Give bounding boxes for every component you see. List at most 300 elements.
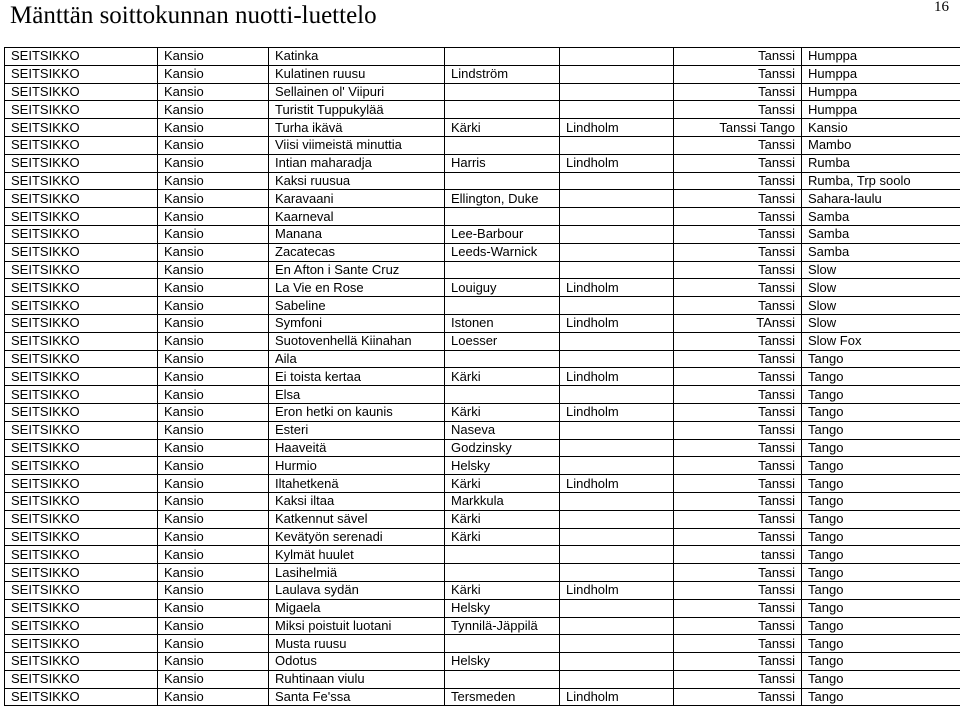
arranger-cell xyxy=(560,350,674,368)
table-row xyxy=(5,688,960,706)
category-cell: Tanssi xyxy=(674,510,802,528)
song-title-cell: Kaksi iltaa xyxy=(269,492,445,510)
category-cell: Tanssi xyxy=(674,670,802,688)
table-row xyxy=(5,546,960,564)
composer-cell xyxy=(445,261,560,279)
arranger-cell xyxy=(560,564,674,582)
table-row xyxy=(5,421,960,439)
ensemble-cell: SEITSIKKO xyxy=(5,225,158,243)
song-title-cell: Kaarneval xyxy=(269,208,445,226)
song-title-cell: Turistit Tuppukylää xyxy=(269,101,445,119)
ensemble-cell: SEITSIKKO xyxy=(5,617,158,635)
category-cell: Tanssi xyxy=(674,350,802,368)
table-row xyxy=(5,332,960,350)
composer-cell xyxy=(445,136,560,154)
location-cell: Kansio xyxy=(158,172,269,190)
dance-type-cell: Samba xyxy=(802,208,960,226)
composer-cell xyxy=(445,635,560,653)
ensemble-cell: SEITSIKKO xyxy=(5,101,158,119)
category-cell: Tanssi Tango xyxy=(674,119,802,137)
dance-type-cell: Tango xyxy=(802,617,960,635)
category-cell: tanssi xyxy=(674,546,802,564)
category-cell: Tanssi xyxy=(674,599,802,617)
table-body xyxy=(5,48,960,706)
table-row xyxy=(5,314,960,332)
dance-type-cell: Samba xyxy=(802,225,960,243)
ensemble-cell: SEITSIKKO xyxy=(5,243,158,261)
ensemble-cell: SEITSIKKO xyxy=(5,48,158,66)
ensemble-cell: SEITSIKKO xyxy=(5,599,158,617)
table-row xyxy=(5,208,960,226)
location-cell: Kansio xyxy=(158,314,269,332)
dance-type-cell: Rumba xyxy=(802,154,960,172)
category-cell: Tanssi xyxy=(674,564,802,582)
arranger-cell xyxy=(560,136,674,154)
dance-type-cell: Slow Fox xyxy=(802,332,960,350)
song-title-cell: Elsa xyxy=(269,386,445,404)
arranger-cell xyxy=(560,492,674,510)
dance-type-cell: Slow xyxy=(802,297,960,315)
location-cell: Kansio xyxy=(158,261,269,279)
table-row xyxy=(5,261,960,279)
ensemble-cell: SEITSIKKO xyxy=(5,65,158,83)
composer-cell: Kärki xyxy=(445,581,560,599)
song-title-cell: Symfoni xyxy=(269,314,445,332)
category-cell: Tanssi xyxy=(674,403,802,421)
dance-type-cell: Tango xyxy=(802,350,960,368)
table-row xyxy=(5,581,960,599)
arranger-cell xyxy=(560,208,674,226)
dance-type-cell: Humppa xyxy=(802,83,960,101)
ensemble-cell: SEITSIKKO xyxy=(5,581,158,599)
song-title-cell: Esteri xyxy=(269,421,445,439)
arranger-cell: Lindholm xyxy=(560,314,674,332)
dance-type-cell: Tango xyxy=(802,492,960,510)
category-cell: Tanssi xyxy=(674,297,802,315)
location-cell: Kansio xyxy=(158,332,269,350)
ensemble-cell: SEITSIKKO xyxy=(5,386,158,404)
ensemble-cell: SEITSIKKO xyxy=(5,492,158,510)
ensemble-cell: SEITSIKKO xyxy=(5,350,158,368)
category-cell: Tanssi xyxy=(674,261,802,279)
song-title-cell: Katinka xyxy=(269,48,445,66)
composer-cell: Helsky xyxy=(445,457,560,475)
dance-type-cell: Tango xyxy=(802,653,960,671)
song-title-cell: Kevätyön serenadi xyxy=(269,528,445,546)
song-title-cell: Lasihelmiä xyxy=(269,564,445,582)
location-cell: Kansio xyxy=(158,225,269,243)
category-cell: Tanssi xyxy=(674,635,802,653)
song-title-cell: Ruhtinaan viulu xyxy=(269,670,445,688)
composer-cell: Godzinsky xyxy=(445,439,560,457)
table-row xyxy=(5,279,960,297)
arranger-cell xyxy=(560,528,674,546)
dance-type-cell: Tango xyxy=(802,581,960,599)
song-title-cell: Hurmio xyxy=(269,457,445,475)
arranger-cell xyxy=(560,65,674,83)
composer-cell: Kärki xyxy=(445,368,560,386)
table-row xyxy=(5,243,960,261)
arranger-cell xyxy=(560,48,674,66)
dance-type-cell: Slow xyxy=(802,279,960,297)
table-row xyxy=(5,386,960,404)
ensemble-cell: SEITSIKKO xyxy=(5,475,158,493)
table-row xyxy=(5,457,960,475)
song-title-cell: Miksi poistuit luotani xyxy=(269,617,445,635)
ensemble-cell: SEITSIKKO xyxy=(5,314,158,332)
ensemble-cell: SEITSIKKO xyxy=(5,332,158,350)
arranger-cell: Lindholm xyxy=(560,688,674,706)
arranger-cell xyxy=(560,332,674,350)
dance-type-cell: Tango xyxy=(802,510,960,528)
table-row xyxy=(5,653,960,671)
arranger-cell xyxy=(560,457,674,475)
location-cell: Kansio xyxy=(158,243,269,261)
location-cell: Kansio xyxy=(158,403,269,421)
table-row xyxy=(5,48,960,66)
ensemble-cell: SEITSIKKO xyxy=(5,564,158,582)
dance-type-cell: Kansio xyxy=(802,119,960,137)
song-title-cell: Karavaani xyxy=(269,190,445,208)
ensemble-cell: SEITSIKKO xyxy=(5,439,158,457)
arranger-cell xyxy=(560,190,674,208)
arranger-cell xyxy=(560,670,674,688)
ensemble-cell: SEITSIKKO xyxy=(5,368,158,386)
song-title-cell: En Afton i Sante Cruz xyxy=(269,261,445,279)
page-number: 16 xyxy=(934,0,949,15)
arranger-cell xyxy=(560,297,674,315)
dance-type-cell: Tango xyxy=(802,475,960,493)
song-title-cell: Viisi viimeistä minuttia xyxy=(269,136,445,154)
page-title: Mänttän soittokunnan nuotti-luettelo xyxy=(10,2,377,29)
category-cell: Tanssi xyxy=(674,688,802,706)
category-cell: Tanssi xyxy=(674,421,802,439)
composer-cell: Helsky xyxy=(445,653,560,671)
song-title-cell: Migaela xyxy=(269,599,445,617)
dance-type-cell: Tango xyxy=(802,528,960,546)
song-title-cell: Kylmät huulet xyxy=(269,546,445,564)
table-row xyxy=(5,670,960,688)
category-cell: Tanssi xyxy=(674,83,802,101)
arranger-cell xyxy=(560,101,674,119)
table-row xyxy=(5,190,960,208)
category-cell: Tanssi xyxy=(674,243,802,261)
table-row xyxy=(5,172,960,190)
composer-cell: Kärki xyxy=(445,528,560,546)
arranger-cell: Lindholm xyxy=(560,154,674,172)
ensemble-cell: SEITSIKKO xyxy=(5,279,158,297)
location-cell: Kansio xyxy=(158,101,269,119)
composer-cell: Kärki xyxy=(445,403,560,421)
composer-cell: Naseva xyxy=(445,421,560,439)
song-title-cell: Haaveitä xyxy=(269,439,445,457)
composer-cell: Tersmeden xyxy=(445,688,560,706)
composer-cell: Harris xyxy=(445,154,560,172)
sheet-music-table xyxy=(4,47,960,706)
table-row xyxy=(5,635,960,653)
composer-cell xyxy=(445,350,560,368)
category-cell: Tanssi xyxy=(674,617,802,635)
category-cell: Tanssi xyxy=(674,653,802,671)
location-cell: Kansio xyxy=(158,510,269,528)
arranger-cell xyxy=(560,172,674,190)
composer-cell: Lee-Barbour xyxy=(445,225,560,243)
location-cell: Kansio xyxy=(158,617,269,635)
dance-type-cell: Slow xyxy=(802,261,960,279)
location-cell: Kansio xyxy=(158,670,269,688)
ensemble-cell: SEITSIKKO xyxy=(5,403,158,421)
arranger-cell xyxy=(560,243,674,261)
location-cell: Kansio xyxy=(158,154,269,172)
location-cell: Kansio xyxy=(158,599,269,617)
table-row xyxy=(5,403,960,421)
category-cell: Tanssi xyxy=(674,386,802,404)
ensemble-cell: SEITSIKKO xyxy=(5,421,158,439)
dance-type-cell: Samba xyxy=(802,243,960,261)
ensemble-cell: SEITSIKKO xyxy=(5,208,158,226)
arranger-cell xyxy=(560,546,674,564)
ensemble-cell: SEITSIKKO xyxy=(5,190,158,208)
arranger-cell xyxy=(560,225,674,243)
dance-type-cell: Tango xyxy=(802,688,960,706)
composer-cell xyxy=(445,208,560,226)
dance-type-cell: Tango xyxy=(802,403,960,421)
dance-type-cell: Tango xyxy=(802,386,960,404)
location-cell: Kansio xyxy=(158,208,269,226)
location-cell: Kansio xyxy=(158,492,269,510)
song-title-cell: Iltahetkenä xyxy=(269,475,445,493)
arranger-cell xyxy=(560,617,674,635)
composer-cell: Lindström xyxy=(445,65,560,83)
arranger-cell xyxy=(560,599,674,617)
location-cell: Kansio xyxy=(158,688,269,706)
dance-type-cell: Slow xyxy=(802,314,960,332)
arranger-cell: Lindholm xyxy=(560,119,674,137)
dance-type-cell: Humppa xyxy=(802,65,960,83)
dance-type-cell: Tango xyxy=(802,368,960,386)
category-cell: Tanssi xyxy=(674,65,802,83)
arranger-cell: Lindholm xyxy=(560,279,674,297)
dance-type-cell: Tango xyxy=(802,564,960,582)
location-cell: Kansio xyxy=(158,439,269,457)
category-cell: Tanssi xyxy=(674,581,802,599)
arranger-cell: Lindholm xyxy=(560,475,674,493)
composer-cell: Leeds-Warnick xyxy=(445,243,560,261)
location-cell: Kansio xyxy=(158,119,269,137)
song-title-cell: Zacatecas xyxy=(269,243,445,261)
song-title-cell: Aila xyxy=(269,350,445,368)
table-row xyxy=(5,439,960,457)
category-cell: Tanssi xyxy=(674,457,802,475)
arranger-cell xyxy=(560,386,674,404)
ensemble-cell: SEITSIKKO xyxy=(5,136,158,154)
dance-type-cell: Tango xyxy=(802,546,960,564)
arranger-cell xyxy=(560,510,674,528)
song-title-cell: Turha ikävä xyxy=(269,119,445,137)
ensemble-cell: SEITSIKKO xyxy=(5,119,158,137)
composer-cell: Istonen xyxy=(445,314,560,332)
category-cell: Tanssi xyxy=(674,475,802,493)
composer-cell xyxy=(445,83,560,101)
arranger-cell xyxy=(560,439,674,457)
table-row xyxy=(5,475,960,493)
song-title-cell: Manana xyxy=(269,225,445,243)
category-cell: Tanssi xyxy=(674,154,802,172)
arranger-cell xyxy=(560,653,674,671)
ensemble-cell: SEITSIKKO xyxy=(5,261,158,279)
location-cell: Kansio xyxy=(158,457,269,475)
location-cell: Kansio xyxy=(158,528,269,546)
arranger-cell xyxy=(560,83,674,101)
composer-cell: Markkula xyxy=(445,492,560,510)
table-row xyxy=(5,492,960,510)
dance-type-cell: Tango xyxy=(802,457,960,475)
location-cell: Kansio xyxy=(158,546,269,564)
arranger-cell xyxy=(560,421,674,439)
song-title-cell: Odotus xyxy=(269,653,445,671)
table-row xyxy=(5,510,960,528)
composer-cell xyxy=(445,546,560,564)
dance-type-cell: Tango xyxy=(802,421,960,439)
song-title-cell: La Vie en Rose xyxy=(269,279,445,297)
ensemble-cell: SEITSIKKO xyxy=(5,670,158,688)
song-title-cell: Laulava sydän xyxy=(269,581,445,599)
category-cell: Tanssi xyxy=(674,528,802,546)
ensemble-cell: SEITSIKKO xyxy=(5,457,158,475)
dance-type-cell: Tango xyxy=(802,635,960,653)
ensemble-cell: SEITSIKKO xyxy=(5,83,158,101)
song-title-cell: Musta ruusu xyxy=(269,635,445,653)
arranger-cell: Lindholm xyxy=(560,581,674,599)
song-title-cell: Suotovenhellä Kiinahan xyxy=(269,332,445,350)
location-cell: Kansio xyxy=(158,368,269,386)
song-title-cell: Kulatinen ruusu xyxy=(269,65,445,83)
location-cell: Kansio xyxy=(158,190,269,208)
category-cell: Tanssi xyxy=(674,368,802,386)
arranger-cell: Lindholm xyxy=(560,403,674,421)
category-cell: Tanssi xyxy=(674,101,802,119)
composer-cell xyxy=(445,48,560,66)
composer-cell: Loesser xyxy=(445,332,560,350)
dance-type-cell: Tango xyxy=(802,439,960,457)
location-cell: Kansio xyxy=(158,475,269,493)
ensemble-cell: SEITSIKKO xyxy=(5,528,158,546)
category-cell: Tanssi xyxy=(674,136,802,154)
ensemble-cell: SEITSIKKO xyxy=(5,172,158,190)
dance-type-cell: Tango xyxy=(802,599,960,617)
table-row xyxy=(5,119,960,137)
ensemble-cell: SEITSIKKO xyxy=(5,635,158,653)
composer-cell xyxy=(445,297,560,315)
table-row xyxy=(5,101,960,119)
category-cell: Tanssi xyxy=(674,190,802,208)
location-cell: Kansio xyxy=(158,83,269,101)
ensemble-cell: SEITSIKKO xyxy=(5,546,158,564)
location-cell: Kansio xyxy=(158,386,269,404)
category-cell: TAnssi xyxy=(674,314,802,332)
composer-cell: Kärki xyxy=(445,119,560,137)
composer-cell: Kärki xyxy=(445,475,560,493)
table-row xyxy=(5,297,960,315)
dance-type-cell: Tango xyxy=(802,670,960,688)
song-title-cell: Katkennut sävel xyxy=(269,510,445,528)
composer-cell: Tynnilä-Jäppilä xyxy=(445,617,560,635)
composer-cell xyxy=(445,564,560,582)
location-cell: Kansio xyxy=(158,581,269,599)
composer-cell xyxy=(445,386,560,404)
category-cell: Tanssi xyxy=(674,439,802,457)
category-cell: Tanssi xyxy=(674,492,802,510)
location-cell: Kansio xyxy=(158,136,269,154)
location-cell: Kansio xyxy=(158,279,269,297)
ensemble-cell: SEITSIKKO xyxy=(5,510,158,528)
song-title-cell: Sellainen ol' Viipuri xyxy=(269,83,445,101)
table-row xyxy=(5,83,960,101)
ensemble-cell: SEITSIKKO xyxy=(5,688,158,706)
arranger-cell: Lindholm xyxy=(560,368,674,386)
composer-cell: Louiguy xyxy=(445,279,560,297)
table-row xyxy=(5,617,960,635)
song-title-cell: Ei toista kertaa xyxy=(269,368,445,386)
table-row xyxy=(5,154,960,172)
composer-cell: Ellington, Duke xyxy=(445,190,560,208)
composer-cell xyxy=(445,172,560,190)
song-title-cell: Sabeline xyxy=(269,297,445,315)
song-title-cell: Intian maharadja xyxy=(269,154,445,172)
composer-cell xyxy=(445,101,560,119)
table-row xyxy=(5,564,960,582)
category-cell: Tanssi xyxy=(674,225,802,243)
location-cell: Kansio xyxy=(158,564,269,582)
table-row xyxy=(5,136,960,154)
song-title-cell: Santa Fe'ssa xyxy=(269,688,445,706)
ensemble-cell: SEITSIKKO xyxy=(5,653,158,671)
dance-type-cell: Humppa xyxy=(802,101,960,119)
table-row xyxy=(5,368,960,386)
category-cell: Tanssi xyxy=(674,332,802,350)
location-cell: Kansio xyxy=(158,297,269,315)
category-cell: Tanssi xyxy=(674,48,802,66)
table-row xyxy=(5,599,960,617)
location-cell: Kansio xyxy=(158,65,269,83)
table-row xyxy=(5,65,960,83)
category-cell: Tanssi xyxy=(674,279,802,297)
location-cell: Kansio xyxy=(158,653,269,671)
dance-type-cell: Mambo xyxy=(802,136,960,154)
location-cell: Kansio xyxy=(158,635,269,653)
table-row xyxy=(5,225,960,243)
composer-cell: Helsky xyxy=(445,599,560,617)
location-cell: Kansio xyxy=(158,350,269,368)
song-title-cell: Kaksi ruusua xyxy=(269,172,445,190)
dance-type-cell: Humppa xyxy=(802,48,960,66)
table-row xyxy=(5,528,960,546)
arranger-cell xyxy=(560,635,674,653)
song-title-cell: Eron hetki on kaunis xyxy=(269,403,445,421)
arranger-cell xyxy=(560,261,674,279)
composer-cell: Kärki xyxy=(445,510,560,528)
composer-cell xyxy=(445,670,560,688)
category-cell: Tanssi xyxy=(674,208,802,226)
location-cell: Kansio xyxy=(158,421,269,439)
ensemble-cell: SEITSIKKO xyxy=(5,154,158,172)
ensemble-cell: SEITSIKKO xyxy=(5,297,158,315)
location-cell: Kansio xyxy=(158,48,269,66)
category-cell: Tanssi xyxy=(674,172,802,190)
table-row xyxy=(5,350,960,368)
dance-type-cell: Sahara-laulu xyxy=(802,190,960,208)
dance-type-cell: Rumba, Trp soolo xyxy=(802,172,960,190)
